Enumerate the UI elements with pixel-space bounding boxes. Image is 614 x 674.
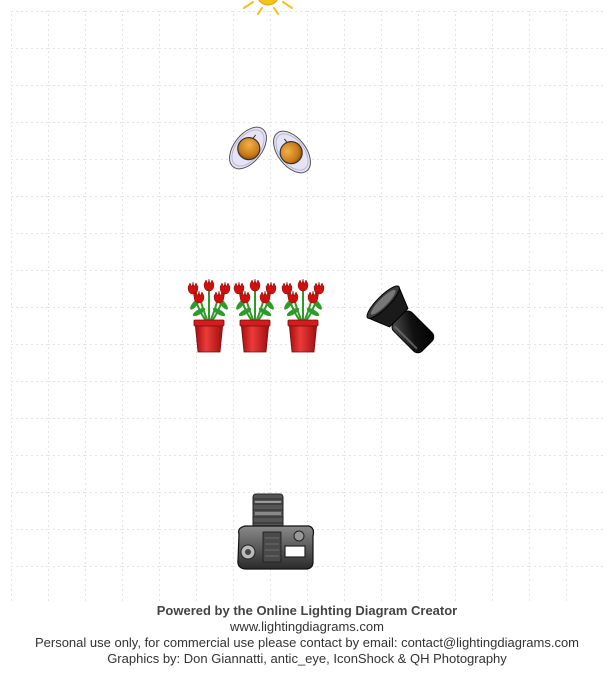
license-text: Personal use only, for commercial use please contact by email: contact@lightingdiagrams.com <box>34 635 580 650</box>
grid-background <box>11 11 603 603</box>
graphics-credit-text: Graphics by: Don Giannatti, antic_eye, IconShock & QH Photography <box>107 651 507 666</box>
powered-by-text: Powered by the Online Lighting Diagram Creator <box>156 603 458 618</box>
website-link[interactable]: www.lightingdiagrams.com <box>230 619 384 634</box>
footer-credits <box>0 603 614 667</box>
